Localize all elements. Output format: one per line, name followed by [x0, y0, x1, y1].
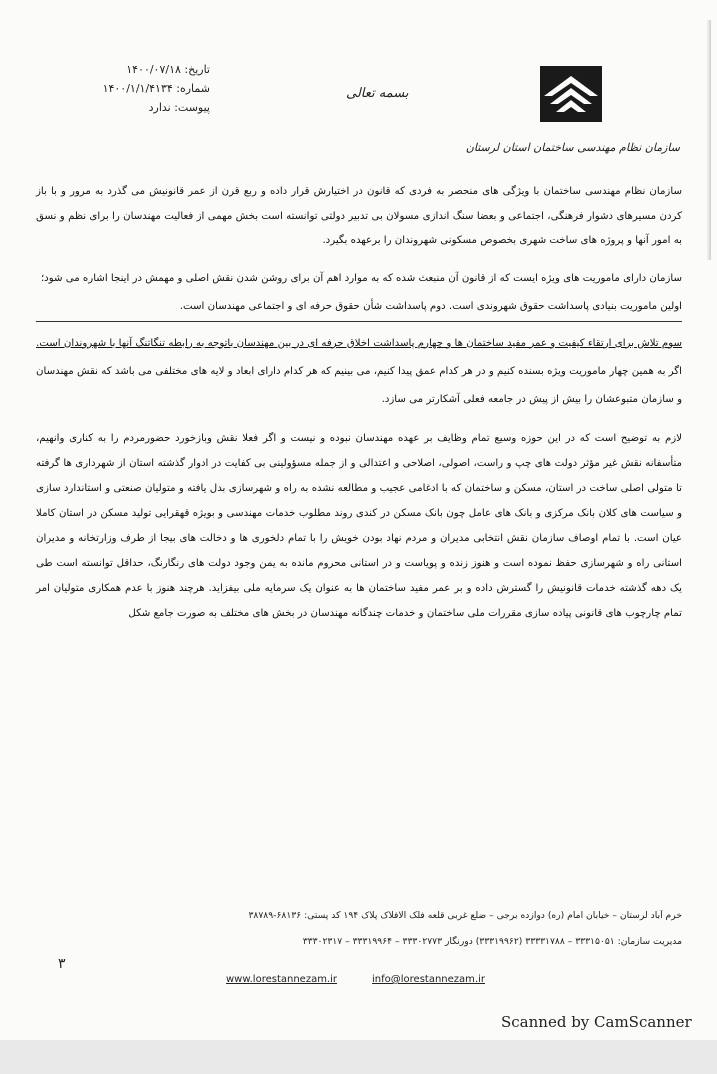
page-number: ۳: [58, 956, 66, 972]
paragraph-mission-3-4: [36, 330, 682, 414]
letter-attachment: پیوست: ندارد: [148, 101, 210, 114]
paragraph-explanation: لازم به توضیح است که در این حوزه وسیع تمام وظایف بر عهده مهندسان نبوده و نیست و اگر فعلا نقش وبازخورد حضورمردم را به کناری وانهیم، متأسفانه نقش غیر مؤثر دولت های چپ و راست، اصولی، اصلاحی و اعتدالی و از جمله مسؤولینی بی کفایت در ادوار گذشته استان از شهرداری ها گرفته تا متولی اصلی ساخت در استان، مسکن و ساختمان که با ادغامی عجیب و مطالعه نشده به راه و شهرسازی بدل یافته و متولیان صنعتی و استاندارد سازی و سیاست های کلان بانک مرکزی و بانک های عامل چون بانک مسکن در کندی روند مطلوب خدمات مهندسی و بویژه قهقرایی تولید مسکن در استان کاملا عیان است. با تمام اوصاف سازمان نقش انتخابی مدیران و مردم نهاد بودن خویش را با تمام دلخوری ها و دخالت های بیجا از طرف وزارتخانه و مدیران استانی راه و شهرسازی حفظ نموده است و هنوز زنده و پویاست و در استانی محروم مانده به یمن وجود دولت های رنگارنگ، حداقل توانسته است طی یک دهه گذشته خدمات قانونیش را گسترش داده و بر عمر مفید ساختمان ها به عنوان یک سرمایه ملی بیفزاید. هرچند هنوز با عدم همکاری متولیان امر تمام چارچوب های قانونی پیاده سازی مقررات ملی ساختمان و خدمات چندگانه مهندسان در بخش های مختلف به صورت جامع شکل: [36, 432, 682, 619]
page-fold-shadow: [706, 20, 711, 260]
scanner-watermark: Scanned by CamScanner: [501, 1013, 692, 1031]
footer-address: خرم آباد لرستان – خیابان امام (ره) دوازده برجی – ضلع غربی قلعه فلک الافلاک پلاک ۱۹۴ کد پستی: ۶۸۱۳۶-۳۸۷۸۹: [248, 910, 682, 921]
paragraph-intro: سازمان نظام مهندسی ساختمان با ویژگی های منحصر به فردی که قانون در اختیارش قرار داده و ربع قرن از عمر قانونیش می گذرد به مرور و با باز کردن مسیرهای دشوار فرهنگی، اجتماعی و بعضا سنگ اندازی مسولان بی تدبیر دولتی توانسته است بخش مهمی از فعالیت مهندسان را برای نظم و نسق به امور آنها و پروژه های ساخت شهری بخصوص مسکونی شهروندان را برعهده بگیرد.: [36, 186, 682, 246]
letter-body: [36, 180, 682, 626]
paragraph-mission-1-2: اولین ماموریت بنیادی پاسداشت حقوق شهروندی است. دوم پاسداشت شأن حقوق حرفه ای و اجتماعی مهندسان است.: [36, 294, 682, 322]
organization-name: سازمان نظام مهندسی ساختمان استان لرستان: [465, 141, 680, 154]
underlined-text: سوم تلاش برای ارتقاء کیفیت و عمر مفید ساختمان ها و چهارم پاسداشت اخلاق حرفه ای در بین مهندسان باتوجه به رابطه تنگاتنگ آنها با شهروندان است.: [36, 337, 682, 349]
paragraph-text: اگر به همین چهار ماموریت ویژه بسنده کنیم و در هر کدام عمق پیدا کنیم، می بینیم که هر کدام دارای ابعاد و لایه های مختلفی می باشد که نقش مهندسان و سازمان متبوعشان را بیش از پیش در جامعه فعلی آشکارتر می سازد.: [36, 365, 682, 405]
letter-date: تاریخ: ۱۴۰۰/۰۷/۱۸: [126, 63, 210, 76]
basmala: بسمه تعالی: [346, 86, 409, 101]
website-link[interactable]: www.lorestannezam.ir: [226, 974, 338, 985]
letter-meta: [30, 60, 210, 117]
email-link[interactable]: info@lorestannezam.ir: [372, 974, 485, 985]
footer-phones: مدیریت سازمان: ۳۳۳۱۵۰۵۱ – ۳۳۳۳۱۷۸۸ (۳۳۳۱۹۹۶۲) دورنگار ۳۳۳۰۲۷۷۳ – ۳۳۳۱۹۹۶۴ – ۳۳۳۰۲۳۱۷: [302, 936, 682, 947]
organization-logo-icon: [538, 64, 604, 124]
paragraph-missions: سازمان دارای ماموریت های ویژه ایست که از قانون آن منبعث شده که به موارد اهم آن برای روشن شدن نقش اصلی و مهمش در اینجا اشاره می شود؛: [40, 272, 682, 284]
letter-number: شماره: ۱۴۰۰/۱/۱/۴۱۳۴: [102, 82, 210, 95]
